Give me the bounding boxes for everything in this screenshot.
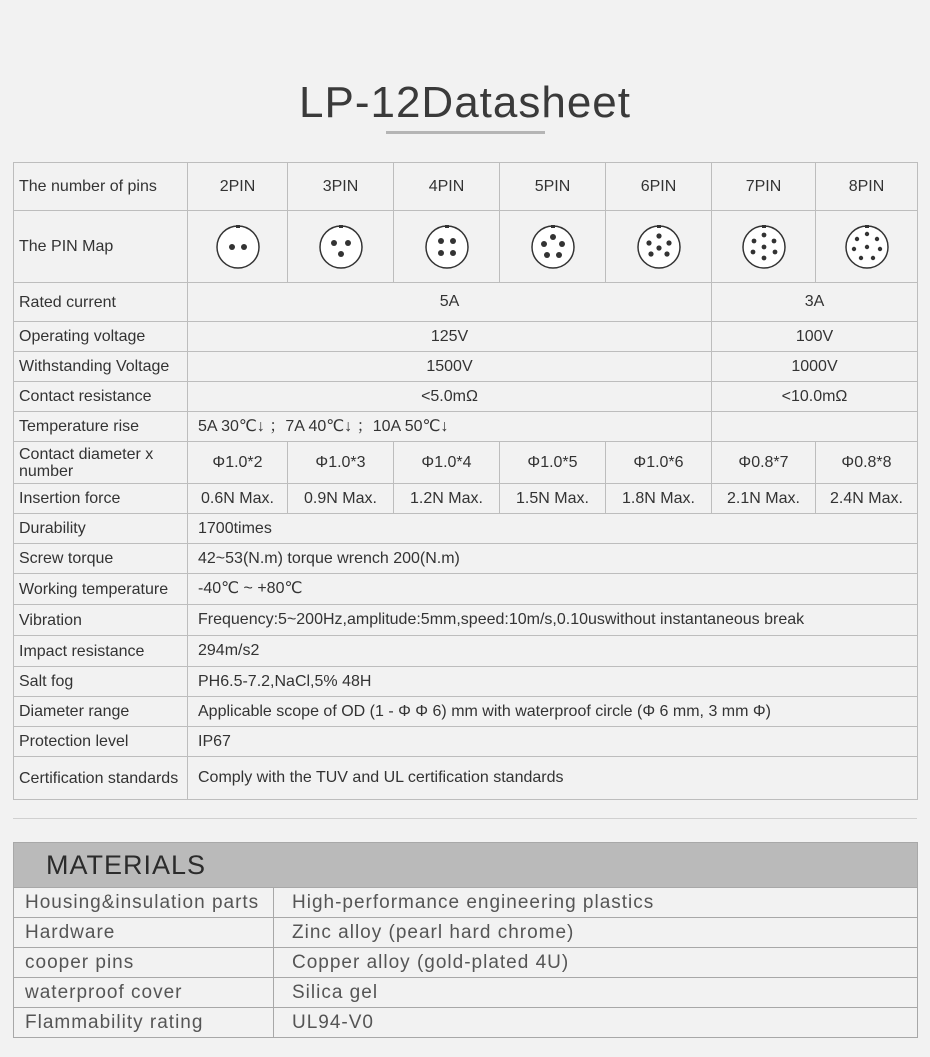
- rated-current-label: Rated current: [14, 283, 188, 322]
- durability-label: Durability: [14, 514, 188, 544]
- pin-count: 4PIN: [394, 163, 500, 211]
- insertion-force-value: 0.9N Max.: [288, 484, 394, 514]
- table-row: [14, 322, 918, 352]
- insertion-force-value: 1.5N Max.: [500, 484, 606, 514]
- withstanding-voltage-value: 1500V: [188, 352, 712, 382]
- table-row: [14, 636, 918, 667]
- datasheet-table: [13, 162, 918, 800]
- material-value: Zinc alloy (pearl hard chrome): [274, 918, 918, 948]
- material-value: Copper alloy (gold-plated 4U): [274, 948, 918, 978]
- certification-label: Certification standards: [14, 757, 188, 800]
- table-row: [14, 412, 918, 442]
- table-row: [14, 978, 918, 1008]
- material-value: UL94-V0: [274, 1008, 918, 1038]
- insertion-force-value: 2.4N Max.: [816, 484, 918, 514]
- table-row: [14, 352, 918, 382]
- diameter-range-label: Diameter range: [14, 697, 188, 727]
- working-temperature-value: -40℃ ~ +80℃: [188, 574, 918, 605]
- insertion-force-value: 1.8N Max.: [606, 484, 712, 514]
- materials-table: [13, 842, 918, 1038]
- pin-map-7-icon: [741, 224, 787, 270]
- contact-diameter-value: Φ1.0*4: [394, 442, 500, 484]
- material-value: High-performance engineering plastics: [274, 888, 918, 918]
- contact-resistance-value: <5.0mΩ: [188, 382, 712, 412]
- screw-torque-value: 42~53(N.m) torque wrench 200(N.m): [188, 544, 918, 574]
- section-divider: [13, 818, 917, 819]
- table-row: [14, 727, 918, 757]
- pin-count: 3PIN: [288, 163, 394, 211]
- contact-resistance-label: Contact resistance: [14, 382, 188, 412]
- insertion-force-value: 1.2N Max.: [394, 484, 500, 514]
- table-row: [14, 574, 918, 605]
- pin-count: 6PIN: [606, 163, 712, 211]
- table-row: [14, 211, 918, 283]
- table-row: [14, 918, 918, 948]
- title-datasheet: Datasheet: [421, 78, 631, 127]
- pin-map-8-icon: [844, 224, 890, 270]
- pin-map-6-icon: [636, 224, 682, 270]
- contact-diameter-value: Φ1.0*6: [606, 442, 712, 484]
- contact-diameter-label: Contact diameter x number: [14, 442, 188, 484]
- material-label: Hardware: [14, 918, 274, 948]
- pins-label: The number of pins: [14, 163, 188, 211]
- material-value: Silica gel: [274, 978, 918, 1008]
- salt-fog-label: Salt fog: [14, 667, 188, 697]
- temperature-rise-label: Temperature rise: [14, 412, 188, 442]
- temperature-rise-value: 5A 30℃↓ ；7A 40℃↓ ；10A 50℃↓: [188, 412, 712, 442]
- table-row: [14, 442, 918, 484]
- operating-voltage-value: 100V: [712, 322, 918, 352]
- pin-map-3-icon: [318, 224, 364, 270]
- table-row: [14, 484, 918, 514]
- operating-voltage-label: Operating voltage: [14, 322, 188, 352]
- screw-torque-label: Screw torque: [14, 544, 188, 574]
- material-label: Housing&insulation parts: [14, 888, 274, 918]
- table-row: [14, 544, 918, 574]
- salt-fog-value: PH6.5-7.2,NaCl,5% 48H: [188, 667, 918, 697]
- materials-header-row: [14, 843, 918, 888]
- table-row: [14, 1008, 918, 1038]
- material-label: Flammability rating: [14, 1008, 274, 1038]
- table-row: [14, 948, 918, 978]
- contact-diameter-value: Φ1.0*2: [188, 442, 288, 484]
- contact-resistance-value: <10.0mΩ: [712, 382, 918, 412]
- pin-map-label: The PIN Map: [14, 211, 188, 283]
- table-row: [14, 667, 918, 697]
- page-title: [0, 78, 930, 128]
- insertion-force-value: 2.1N Max.: [712, 484, 816, 514]
- insertion-force-label: Insertion force: [14, 484, 188, 514]
- rated-current-value: 3A: [712, 283, 918, 322]
- diameter-range-value: Applicable scope of OD (1 - Φ Φ 6) mm with waterproof circle (Φ 6 mm, 3 mm Φ): [188, 697, 918, 727]
- protection-level-label: Protection level: [14, 727, 188, 757]
- pin-count: 8PIN: [816, 163, 918, 211]
- material-label: cooper pins: [14, 948, 274, 978]
- durability-value: 1700times: [188, 514, 918, 544]
- protection-level-value: IP67: [188, 727, 918, 757]
- table-row: [14, 888, 918, 918]
- certification-value: Comply with the TUV and UL certification standards: [188, 757, 918, 800]
- vibration-value: Frequency:5~200Hz,amplitude:5mm,speed:10m/s,0.10uswithout instantaneous break: [188, 605, 918, 636]
- pin-map-5-icon: [530, 224, 576, 270]
- table-row: [14, 163, 918, 211]
- contact-diameter-value: Φ1.0*5: [500, 442, 606, 484]
- contact-diameter-value: Φ0.8*7: [712, 442, 816, 484]
- pin-map-2-icon: [215, 224, 261, 270]
- working-temperature-label: Working temperature: [14, 574, 188, 605]
- material-label: waterproof cover: [14, 978, 274, 1008]
- pin-map-4-icon: [424, 224, 470, 270]
- table-row: [14, 757, 918, 800]
- impact-resistance-value: 294m/s2: [188, 636, 918, 667]
- table-row: [14, 605, 918, 636]
- contact-diameter-value: Φ1.0*3: [288, 442, 394, 484]
- table-row: [14, 283, 918, 322]
- pin-count: 7PIN: [712, 163, 816, 211]
- title-model: LP-12: [299, 78, 422, 127]
- operating-voltage-value: 125V: [188, 322, 712, 352]
- temperature-rise-empty: [712, 412, 918, 442]
- table-row: [14, 514, 918, 544]
- table-row: [14, 697, 918, 727]
- withstanding-voltage-label: Withstanding Voltage: [14, 352, 188, 382]
- pin-count: 2PIN: [188, 163, 288, 211]
- pin-count: 5PIN: [500, 163, 606, 211]
- contact-diameter-value: Φ0.8*8: [816, 442, 918, 484]
- insertion-force-value: 0.6N Max.: [188, 484, 288, 514]
- title-underline: [386, 131, 545, 134]
- materials-heading: MATERIALS: [14, 843, 918, 888]
- vibration-label: Vibration: [14, 605, 188, 636]
- impact-resistance-label: Impact resistance: [14, 636, 188, 667]
- rated-current-value: 5A: [188, 283, 712, 322]
- table-row: [14, 382, 918, 412]
- withstanding-voltage-value: 1000V: [712, 352, 918, 382]
